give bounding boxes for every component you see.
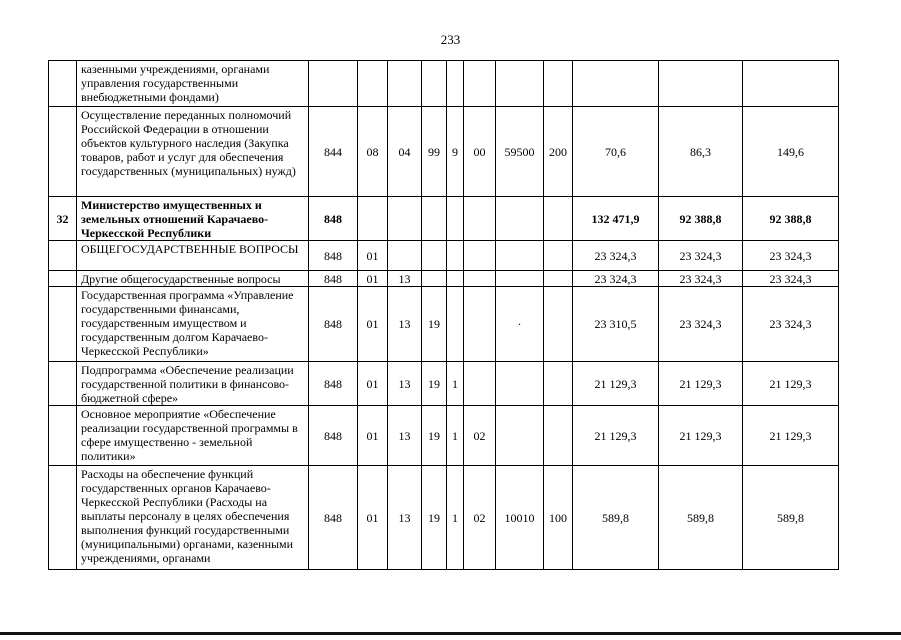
subsection-code: 13	[388, 362, 422, 406]
grbs-code: 848	[309, 241, 358, 271]
direction-code	[496, 362, 544, 406]
expense-type-code	[544, 61, 573, 107]
grbs-code	[309, 61, 358, 107]
subprogram-code	[447, 287, 464, 362]
expense-type-code: 200	[544, 107, 573, 197]
direction-code	[496, 406, 544, 466]
section-code: 08	[358, 107, 388, 197]
subprogram-code: 1	[447, 362, 464, 406]
subprogram-code	[447, 61, 464, 107]
expense-type-code	[544, 287, 573, 362]
table-row	[49, 271, 839, 287]
program-code	[422, 241, 447, 271]
subprogram-code	[447, 197, 464, 241]
event-code	[464, 241, 496, 271]
section-code: 01	[358, 241, 388, 271]
row-number	[49, 61, 77, 107]
program-code: 19	[422, 406, 447, 466]
subprogram-code: 1	[447, 406, 464, 466]
program-code: 99	[422, 107, 447, 197]
table-row	[49, 287, 839, 362]
sum-year-2: 23 324,3	[659, 287, 743, 362]
section-code: 01	[358, 406, 388, 466]
program-code	[422, 271, 447, 287]
section-code: 01	[358, 271, 388, 287]
subsection-code: 13	[388, 406, 422, 466]
row-name: Основное мероприятие «Обеспечение реализации государственной программы в сфере имущественно - земельной политики»	[77, 406, 309, 466]
sum-year-2: 23 324,3	[659, 241, 743, 271]
sum-year-3: 21 129,3	[743, 362, 839, 406]
grbs-code: 848	[309, 271, 358, 287]
row-name: Другие общегосударственные вопросы	[77, 271, 309, 287]
subsection-code: 13	[388, 271, 422, 287]
direction-code: 10010	[496, 466, 544, 570]
sum-year-2: 21 129,3	[659, 362, 743, 406]
sum-year-2	[659, 61, 743, 107]
subsection-code: 13	[388, 466, 422, 570]
subsection-code	[388, 241, 422, 271]
bottom-rule	[0, 632, 901, 635]
grbs-code: 844	[309, 107, 358, 197]
sum-year-1: 21 129,3	[573, 362, 659, 406]
sum-year-1: 589,8	[573, 466, 659, 570]
sum-year-1: 132 471,9	[573, 197, 659, 241]
event-code: 02	[464, 406, 496, 466]
table-row	[49, 466, 839, 570]
table-row	[49, 107, 839, 197]
sum-year-3	[743, 61, 839, 107]
subprogram-code: 9	[447, 107, 464, 197]
row-name: Расходы на обеспечение функций государственных органов Карачаево-Черкесской Республики (Расходы на выплаты персоналу в целях обеспечения выполнения функций государственными (муниципальными) органами, казенными учреждениями, органами	[77, 466, 309, 570]
table-row	[49, 406, 839, 466]
program-code: 19	[422, 466, 447, 570]
row-name: Осуществление переданных полномочий Российской Федерации в отношении объектов культурного наследия (Закупка товаров, работ и услуг для обеспечения государственных (муниципальных) нужд)	[77, 107, 309, 197]
event-code: 00	[464, 107, 496, 197]
row-name: ОБЩЕГОСУДАРСТВЕННЫЕ ВОПРОСЫ	[77, 241, 309, 271]
section-code: 01	[358, 466, 388, 570]
row-number	[49, 241, 77, 271]
event-code	[464, 271, 496, 287]
subsection-code: 04	[388, 107, 422, 197]
row-number	[49, 362, 77, 406]
direction-code	[496, 241, 544, 271]
section-code: 01	[358, 362, 388, 406]
program-code	[422, 61, 447, 107]
sum-year-1	[573, 61, 659, 107]
grbs-code: 848	[309, 197, 358, 241]
program-code	[422, 197, 447, 241]
row-name: Государственная программа «Управление государственными финансами, государственным имуществом и государственным долгом Карачаево-Черкесской Республики»	[77, 287, 309, 362]
direction-code	[496, 197, 544, 241]
table-row	[49, 61, 839, 107]
section-code	[358, 61, 388, 107]
sum-year-3: 589,8	[743, 466, 839, 570]
table-row	[49, 197, 839, 241]
program-code: 19	[422, 362, 447, 406]
row-number: 32	[49, 197, 77, 241]
event-code: 02	[464, 466, 496, 570]
program-code: 19	[422, 287, 447, 362]
row-number	[49, 271, 77, 287]
expense-type-code	[544, 241, 573, 271]
expense-type-code	[544, 197, 573, 241]
direction-code	[496, 271, 544, 287]
sum-year-1: 23 324,3	[573, 241, 659, 271]
expense-type-code	[544, 406, 573, 466]
row-number	[49, 466, 77, 570]
sum-year-2: 92 388,8	[659, 197, 743, 241]
page-number: 233	[440, 32, 461, 47]
row-number	[49, 287, 77, 362]
direction-code	[496, 61, 544, 107]
section-code: 01	[358, 287, 388, 362]
grbs-code: 848	[309, 466, 358, 570]
sum-year-2: 23 324,3	[659, 271, 743, 287]
sum-year-3: 149,6	[743, 107, 839, 197]
sum-year-3: 23 324,3	[743, 241, 839, 271]
row-number	[49, 107, 77, 197]
row-name: Министерство имущественных и земельных отношений Карачаево-Черкесской Республики	[77, 197, 309, 241]
expense-type-code	[544, 271, 573, 287]
row-name: казенными учреждениями, органами управления государственными внебюджетными фондами)	[77, 61, 309, 107]
grbs-code: 848	[309, 287, 358, 362]
expense-type-code: 100	[544, 466, 573, 570]
subprogram-code: 1	[447, 466, 464, 570]
subprogram-code	[447, 241, 464, 271]
sum-year-3: 23 324,3	[743, 287, 839, 362]
sum-year-1: 23 324,3	[573, 271, 659, 287]
sum-year-2: 589,8	[659, 466, 743, 570]
grbs-code: 848	[309, 406, 358, 466]
row-number	[49, 406, 77, 466]
sum-year-1: 23 310,5	[573, 287, 659, 362]
budget-table	[48, 60, 839, 570]
sum-year-1: 70,6	[573, 107, 659, 197]
section-code	[358, 197, 388, 241]
direction-code: 59500	[496, 107, 544, 197]
sum-year-3: 92 388,8	[743, 197, 839, 241]
direction-code: ·	[496, 287, 544, 362]
sum-year-3: 21 129,3	[743, 406, 839, 466]
table-row	[49, 241, 839, 271]
table-row	[49, 362, 839, 406]
sum-year-3: 23 324,3	[743, 271, 839, 287]
expense-type-code	[544, 362, 573, 406]
grbs-code: 848	[309, 362, 358, 406]
subsection-code	[388, 61, 422, 107]
subprogram-code	[447, 271, 464, 287]
sum-year-2: 86,3	[659, 107, 743, 197]
event-code	[464, 197, 496, 241]
sum-year-2: 21 129,3	[659, 406, 743, 466]
row-name: Подпрограмма «Обеспечение реализации государственной политики в финансово-бюджетной сфере»	[77, 362, 309, 406]
sum-year-1: 21 129,3	[573, 406, 659, 466]
subsection-code	[388, 197, 422, 241]
event-code	[464, 362, 496, 406]
subsection-code: 13	[388, 287, 422, 362]
event-code	[464, 287, 496, 362]
event-code	[464, 61, 496, 107]
